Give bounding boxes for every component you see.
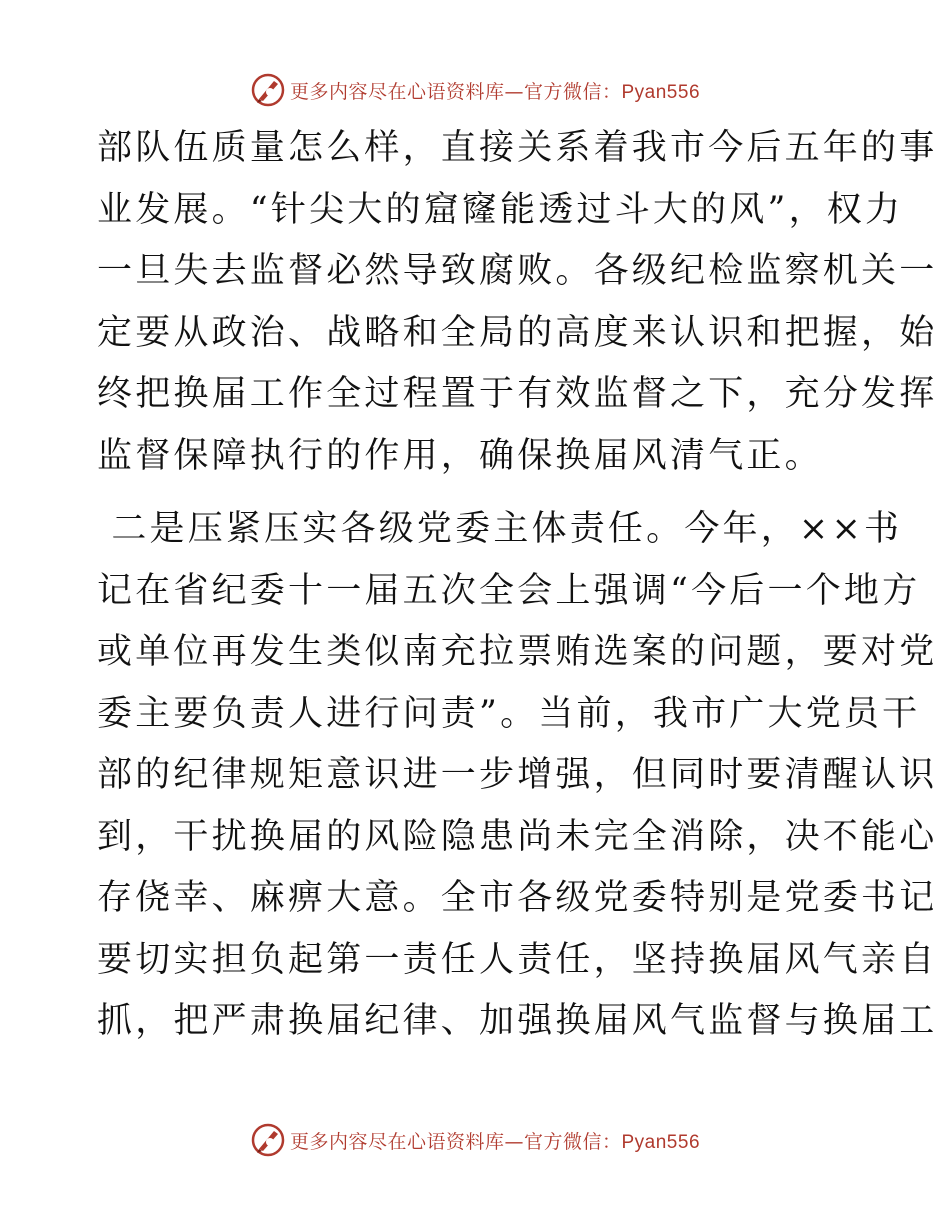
quill-pen-logo-icon (250, 1122, 286, 1158)
banner-text: 更多内容尽在心语资料库—官方微信： (289, 1130, 622, 1153)
paragraph (97, 499, 938, 1053)
text-line: 部的纪律规矩意识进一步增强，但同时要清醒认识 (97, 755, 938, 795)
text-line: 到，干扰换届的风险隐患尚未完全消除，决不能心 (97, 816, 938, 857)
header-banner (0, 70, 950, 110)
document-body (97, 118, 938, 1053)
banner-contact: Pyan556 (621, 1131, 701, 1153)
quill-pen-logo-icon (250, 72, 286, 108)
text-line: 二是压紧压实各级党委主体责任。今年，××书 (97, 509, 903, 549)
banner-text: 更多内容尽在心语资料库—官方微信： (289, 80, 622, 103)
text-line: 监督保障执行的作用，确保换届风清气正。 (97, 435, 823, 476)
text-line: 存侥幸、麻痹大意。全市各级党委特别是党委书记 (97, 878, 938, 918)
text-line: 抓，把严肃换届纪律、加强换届风气监督与换届工 (97, 1001, 938, 1041)
text-line: 委主要负责人进行问责”。当前，我市广大党员干 (97, 693, 921, 734)
banner-contact: Pyan556 (621, 81, 701, 103)
text-line: 业发展。“针尖大的窟窿能透过斗大的风”，权力 (97, 189, 904, 230)
text-line: 部队伍质量怎么样，直接关系着我市今后五年的事 (97, 128, 938, 168)
text-line: 一旦失去监督必然导致腐败。各级纪检监察机关一 (97, 251, 938, 291)
text-line: 记在省纪委十一届五次全会上强调“今后一个地方 (97, 570, 921, 611)
paragraph (97, 118, 938, 487)
text-line: 终把换届工作全过程置于有效监督之下，充分发挥 (97, 374, 938, 414)
footer-banner (0, 1120, 950, 1160)
text-line: 要切实担负起第一责任人责任，坚持换届风气亲自 (97, 939, 938, 980)
text-line: 定要从政治、战略和全局的高度来认识和把握，始 (97, 312, 938, 353)
text-line: 或单位再发生类似南充拉票贿选案的问题，要对党 (97, 632, 938, 672)
